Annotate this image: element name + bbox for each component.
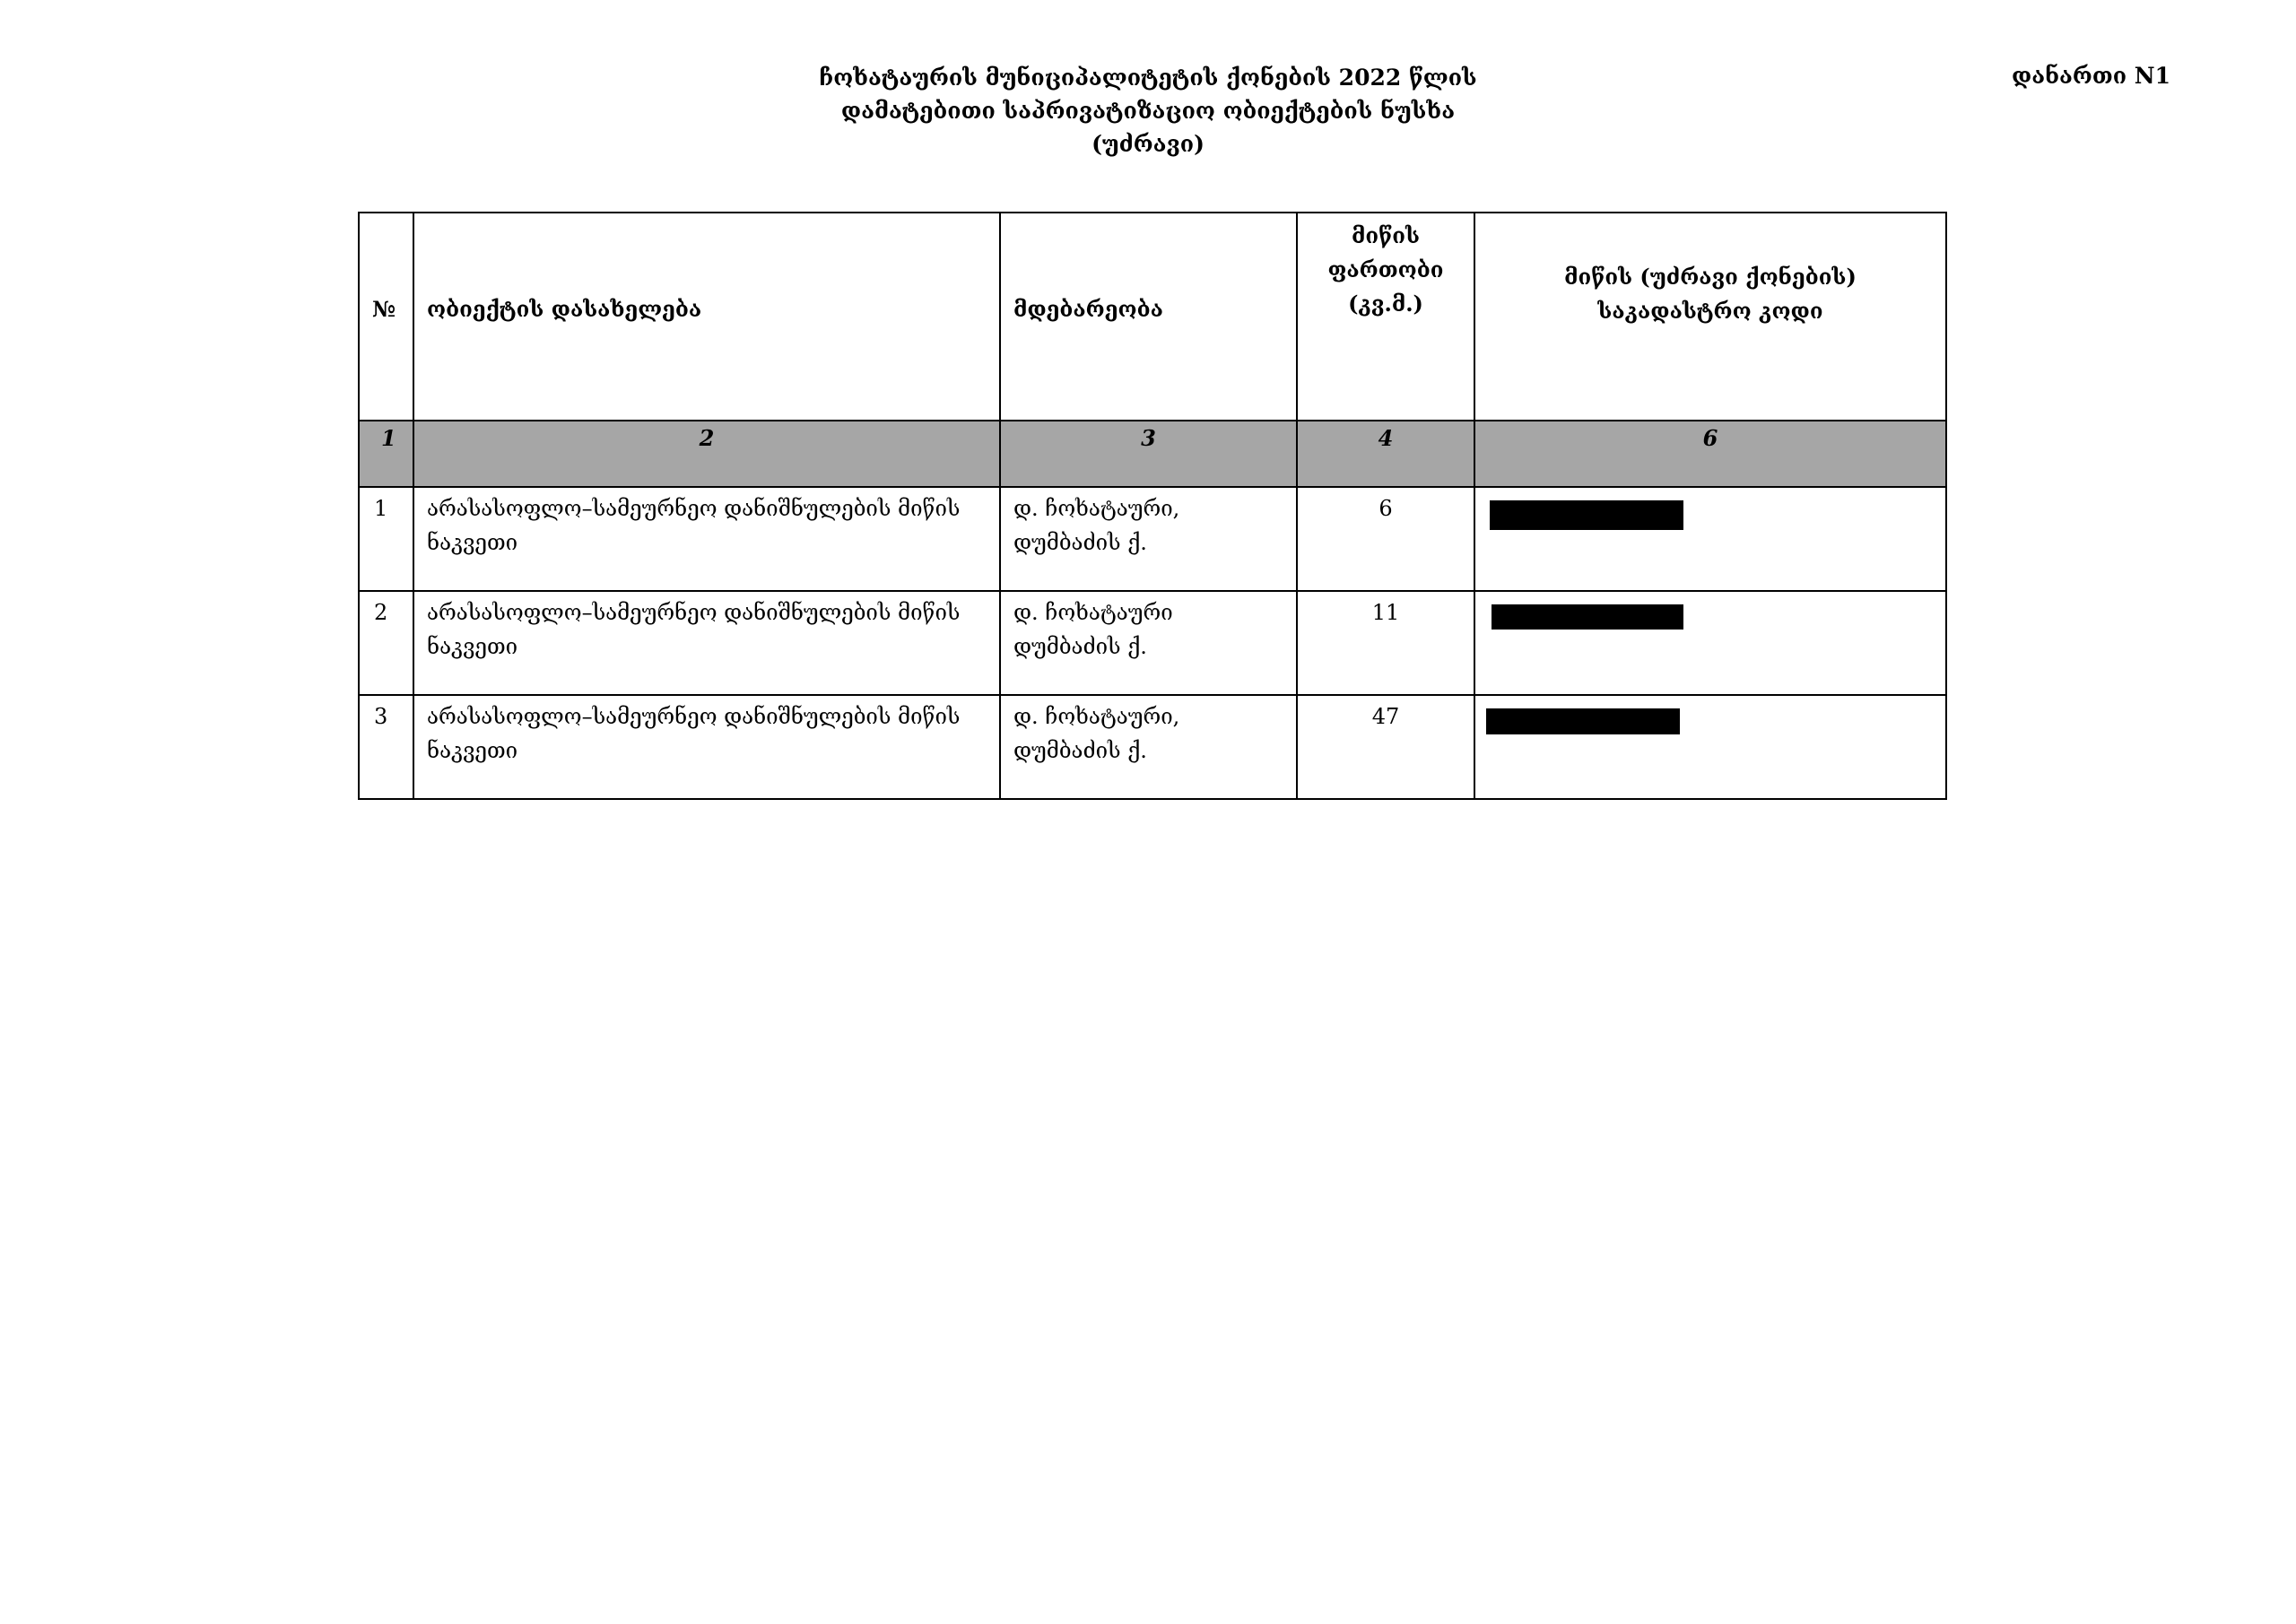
row-land-area: 6 [1297, 487, 1474, 591]
header-object-name: ობიექტის დასახელება [413, 213, 1000, 421]
table-row [359, 591, 1946, 695]
objects-table [358, 212, 1947, 800]
row-location: დ. ჩოხატაური დუმბაძის ქ. [1000, 591, 1297, 695]
row-object-name: არასასოფლო–სამეურნეო დანიშნულების მიწის ნაკვეთი [413, 487, 1000, 591]
document-title [682, 61, 1614, 161]
column-index-cell: 4 [1297, 421, 1474, 487]
row-land-area: 47 [1297, 695, 1474, 799]
title-line-3: (უძრავი) [1091, 131, 1205, 157]
column-index-cell: 2 [413, 421, 1000, 487]
table-row [359, 695, 1946, 799]
column-index-cell: 6 [1474, 421, 1946, 487]
header-location: მდებარეობა [1000, 213, 1297, 421]
column-index-cell: 1 [359, 421, 413, 487]
row-location: დ. ჩოხატაური, დუმბაძის ქ. [1000, 487, 1297, 591]
header-land-area: მიწის ფართობი (კვ.მ.) [1297, 213, 1474, 421]
row-cadastral-code [1474, 487, 1946, 591]
table-row [359, 487, 1946, 591]
row-location: დ. ჩოხატაური, დუმბაძის ქ. [1000, 695, 1297, 799]
title-line-1: ჩოხატაურის მუნიციპალიტეტის ქონების 2022 წლის [819, 65, 1477, 91]
row-object-name: არასასოფლო–სამეურნეო დანიშნულების მიწის ნაკვეთი [413, 591, 1000, 695]
row-cadastral-code [1474, 591, 1946, 695]
redaction-bar [1486, 708, 1680, 734]
column-index-row [359, 421, 1946, 487]
column-index-cell: 3 [1000, 421, 1297, 487]
row-land-area: 11 [1297, 591, 1474, 695]
row-number: 1 [359, 487, 413, 591]
row-object-name: არასასოფლო–სამეურნეო დანიშნულების მიწის ნაკვეთი [413, 695, 1000, 799]
row-number: 3 [359, 695, 413, 799]
annex-label: დანართი N1 [2012, 63, 2170, 89]
title-line-2: დამატებითი საპრივატიზაციო ობიექტების ნუსხა [840, 98, 1456, 124]
table-header-row [359, 213, 1946, 421]
header-cadastral-code: მიწის (უძრავი ქონების) საკადასტრო კოდი [1474, 213, 1946, 421]
row-cadastral-code [1474, 695, 1946, 799]
row-number: 2 [359, 591, 413, 695]
header-number: № [359, 213, 413, 421]
redaction-bar [1490, 500, 1683, 530]
redaction-bar [1492, 604, 1683, 630]
